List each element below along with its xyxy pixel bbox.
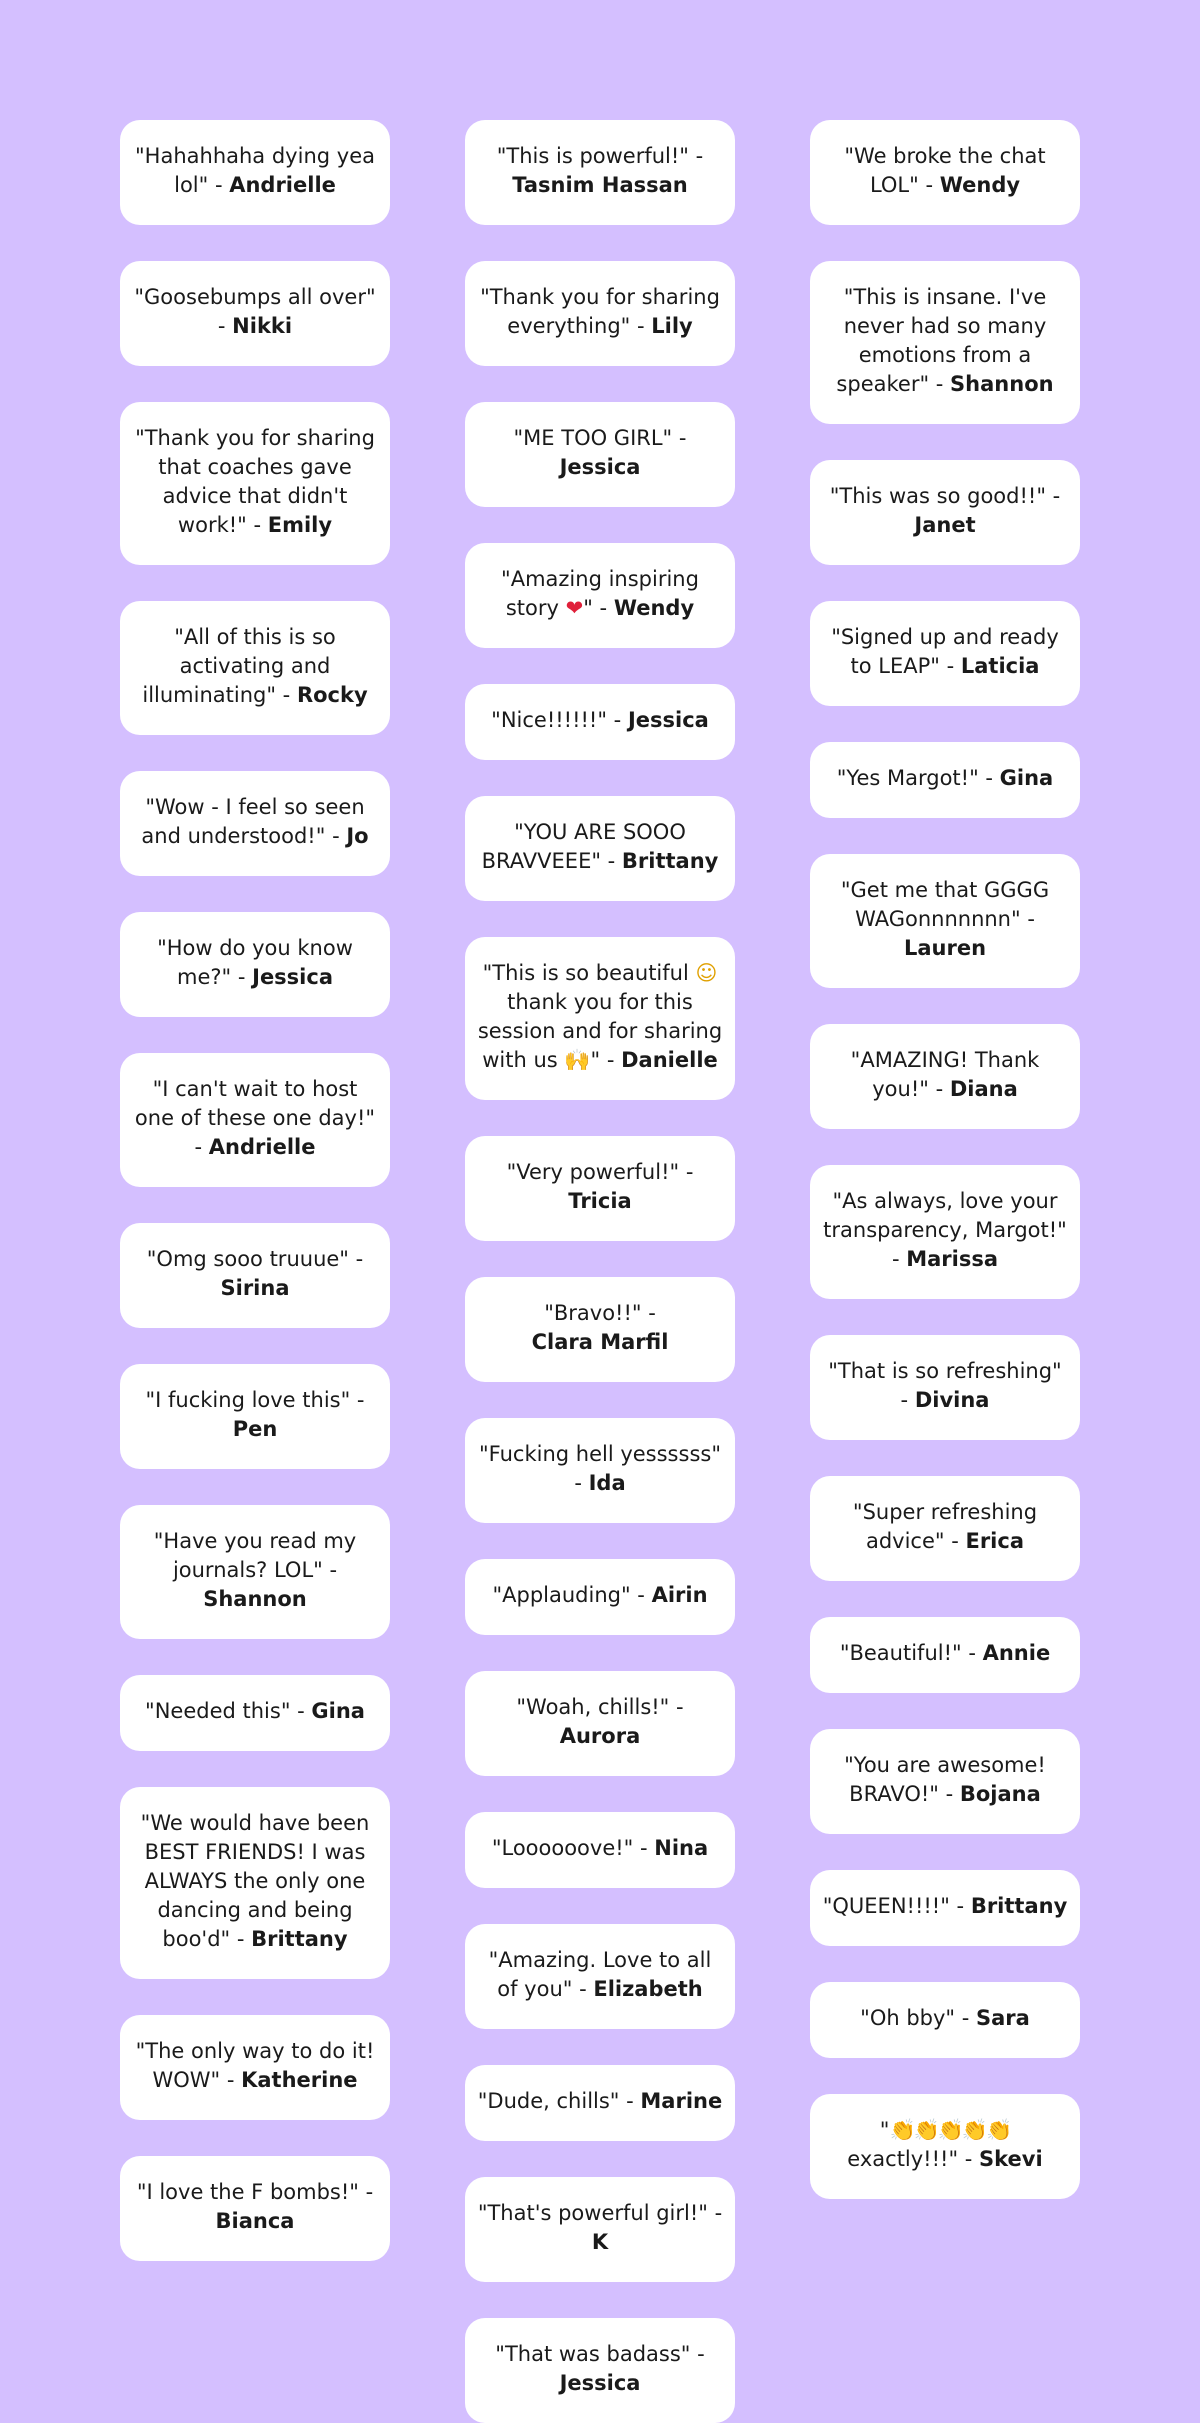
quote-text: "YOU ARE SOOO BRAVVEEE" - — [481, 820, 686, 873]
quote-text: "QUEEN!!!!" - — [822, 1894, 971, 1918]
quote-text: "Fucking hell yessssss" - — [479, 1442, 721, 1495]
testimonial-card — [810, 1870, 1080, 1946]
testimonial-card — [120, 1053, 390, 1187]
testimonial-card — [810, 1335, 1080, 1440]
testimonial-column-2 — [465, 120, 735, 2423]
quote-text: "Nice!!!!!!" - — [491, 708, 628, 732]
quote-text: "Yes Margot!" - — [836, 766, 1000, 790]
quote-text: "Thank you for sharing that coaches gave advice that didn't work!" - — [135, 426, 375, 537]
quote-text: "I love the F bombs!" - — [136, 2180, 374, 2204]
quote-text: "That is so refreshing" - — [828, 1359, 1062, 1412]
quote-text: "This was so good!!" - — [829, 484, 1061, 508]
testimonial-card — [120, 1505, 390, 1639]
quote-text: " — [879, 2118, 890, 2142]
testimonial-card — [120, 2156, 390, 2261]
author-name: Jo — [346, 824, 369, 848]
author-name: Clara Marfil — [531, 1330, 669, 1354]
author-name: Sirina — [220, 1276, 290, 1300]
testimonial-card — [465, 1136, 735, 1241]
quote-text: "Very powerful!" - — [506, 1160, 694, 1184]
author-name: Janet — [914, 513, 976, 537]
testimonial-card — [465, 120, 735, 225]
quote-text: "Oh bby" - — [860, 2006, 977, 2030]
author-name: Sara — [976, 2006, 1030, 2030]
author-name: Ida — [588, 1471, 626, 1495]
quote-text: "That was badass" - — [495, 2342, 705, 2366]
author-name: Divina — [914, 1388, 990, 1412]
author-name: Elizabeth — [593, 1977, 703, 2001]
red-heart-icon: ❤ — [565, 596, 584, 620]
testimonial-card — [465, 2065, 735, 2141]
quote-text: "Signed up and ready to LEAP" - — [831, 625, 1059, 678]
testimonial-card — [465, 1924, 735, 2029]
testimonial-card — [465, 1418, 735, 1523]
author-name: Marissa — [906, 1247, 999, 1271]
testimonial-card — [120, 261, 390, 366]
quote-text: "The only way to do it! WOW" - — [135, 2039, 375, 2092]
quote-text: "We broke the chat LOL" - — [844, 144, 1046, 197]
author-name: Brittany — [621, 849, 719, 873]
quote-text: "All of this is so activating and illuminating" - — [142, 625, 336, 707]
quote-text: "We would have been BEST FRIENDS! I was ALWAYS the only one dancing and being boo'd" - — [140, 1811, 370, 1951]
quote-text: "Bravo!!" - — [544, 1301, 656, 1325]
author-name: Jessica — [559, 2371, 641, 2395]
author-name: Diana — [949, 1077, 1018, 1101]
testimonial-card — [120, 912, 390, 1017]
quote-text: "Get me that GGGG WAGonnnnnnn" - — [840, 878, 1050, 931]
quote-text: " - — [590, 1048, 622, 1072]
author-name: Andrielle — [229, 173, 336, 197]
author-name: Andrielle — [208, 1135, 316, 1159]
testimonial-card — [120, 1787, 390, 1979]
testimonial-card — [120, 1364, 390, 1469]
testimonial-card — [810, 1165, 1080, 1299]
quote-text: "This is so beautiful — [482, 961, 696, 985]
quote-text: "Beautiful!" - — [839, 1641, 983, 1665]
author-name: Danielle — [621, 1048, 718, 1072]
testimonial-card — [120, 120, 390, 225]
quote-text: thank you for this session and for sharing with us — [477, 990, 723, 1072]
quote-text: "As always, love your transparency, Margot!" - — [823, 1189, 1067, 1271]
author-name: Gina — [999, 766, 1054, 790]
testimonial-card — [810, 120, 1080, 225]
author-name: Brittany — [970, 1894, 1068, 1918]
author-name: Rocky — [296, 683, 368, 707]
quote-text: "That's powerful girl!" - — [477, 2201, 723, 2225]
quote-text: "Amazing inspiring story — [501, 567, 699, 620]
testimonial-card — [120, 2015, 390, 2120]
author-name: Aurora — [559, 1724, 641, 1748]
author-name: Gina — [311, 1699, 365, 1723]
quote-text: "Loooooove!" - — [491, 1836, 655, 1860]
author-name: Annie — [982, 1641, 1051, 1665]
testimonial-card — [810, 1024, 1080, 1129]
testimonial-card — [120, 1675, 390, 1751]
testimonial-card — [465, 402, 735, 507]
quote-text: "Wow - I feel so seen and understood!" - — [141, 795, 365, 848]
author-name: Jessica — [627, 708, 709, 732]
quote-text: exactly!!!" - — [847, 2147, 980, 2171]
testimonial-column-1 — [120, 120, 390, 2261]
quote-text: "Applauding" - — [492, 1583, 652, 1607]
author-name: Erica — [965, 1529, 1025, 1553]
quote-text: "I can't wait to host one of these one day!" - — [134, 1077, 376, 1159]
smiling-face-icon: ☺ — [695, 961, 718, 985]
quote-text: "AMAZING! Thank you!" - — [850, 1048, 1040, 1101]
quote-text: "How do you know me?" - — [157, 936, 353, 989]
testimonial-card — [810, 1729, 1080, 1834]
testimonial-card — [465, 543, 735, 648]
author-name: Shannon — [950, 372, 1054, 396]
testimonial-card — [465, 1812, 735, 1888]
clapping-hands-icon: 👏👏👏👏👏 — [889, 2118, 1011, 2142]
author-name: Jessica — [252, 965, 333, 989]
testimonial-card — [810, 1476, 1080, 1581]
quote-text: "Needed this" - — [145, 1699, 312, 1723]
testimonial-card — [465, 1277, 735, 1382]
author-name: Wendy — [939, 173, 1021, 197]
quote-text: " - — [583, 596, 614, 620]
raised-hands-icon: 🙌 — [564, 1048, 591, 1072]
author-name: Wendy — [613, 596, 695, 620]
author-name: Shannon — [203, 1587, 307, 1611]
testimonial-card — [465, 684, 735, 760]
author-name: Lily — [651, 314, 693, 338]
author-name: Bojana — [959, 1782, 1041, 1806]
author-name: Tricia — [568, 1189, 632, 1213]
quote-text: "Amazing. Love to all of you" - — [488, 1948, 712, 2001]
quote-text: "Dude, chills" - — [477, 2089, 641, 2113]
author-name: Nikki — [232, 314, 293, 338]
testimonial-card — [120, 601, 390, 735]
quote-text: "This is insane. I've never had so many emotions from a speaker" - — [836, 285, 1047, 396]
testimonial-card — [120, 771, 390, 876]
testimonial-card — [810, 1982, 1080, 2058]
quote-text: "Have you read my journals? LOL" - — [153, 1529, 357, 1582]
author-name: Laticia — [960, 654, 1040, 678]
quote-text: "Thank you for sharing everything" - — [480, 285, 720, 338]
quote-text: "You are awesome! BRAVO!" - — [844, 1753, 1046, 1806]
author-name: Brittany — [251, 1927, 348, 1951]
testimonial-card — [465, 1671, 735, 1776]
quote-text: "I fucking love this" - — [145, 1388, 365, 1412]
testimonial-column-3 — [810, 120, 1080, 2199]
author-name: Lauren — [903, 936, 987, 960]
testimonial-card — [465, 1559, 735, 1635]
quote-text: "Omg sooo truuue" - — [146, 1247, 364, 1271]
quote-text: "Woah, chills!" - — [516, 1695, 684, 1719]
testimonial-card — [810, 742, 1080, 818]
testimonial-card — [810, 1617, 1080, 1693]
quote-text: "ME TOO GIRL" - — [513, 426, 687, 450]
quote-text: "Super refreshing advice" - — [852, 1500, 1038, 1553]
testimonial-card — [810, 261, 1080, 424]
testimonial-card — [120, 402, 390, 565]
author-name: Emily — [267, 513, 333, 537]
testimonial-card — [465, 796, 735, 901]
author-name: K — [591, 2230, 609, 2254]
quote-text: "Goosebumps all over" - — [134, 285, 376, 338]
author-name: Nina — [654, 1836, 709, 1860]
testimonial-card — [465, 2177, 735, 2282]
quote-text: "Hahahhaha dying yea lol" - — [135, 144, 375, 197]
testimonial-card — [810, 2094, 1080, 2199]
testimonial-card — [465, 937, 735, 1100]
testimonial-card — [810, 460, 1080, 565]
author-name: Bianca — [215, 2209, 295, 2233]
testimonial-card — [810, 854, 1080, 988]
author-name: Marine — [640, 2089, 723, 2113]
quote-text: "This is powerful!" - — [496, 144, 704, 168]
author-name: Skevi — [979, 2147, 1043, 2171]
testimonial-card — [465, 261, 735, 366]
testimonial-card — [465, 2318, 735, 2423]
author-name: Airin — [651, 1583, 708, 1607]
author-name: Tasnim Hassan — [512, 173, 688, 197]
testimonial-card — [120, 1223, 390, 1328]
testimonial-card — [810, 601, 1080, 706]
author-name: Jessica — [559, 455, 641, 479]
author-name: Pen — [232, 1417, 278, 1441]
author-name: Katherine — [241, 2068, 358, 2092]
